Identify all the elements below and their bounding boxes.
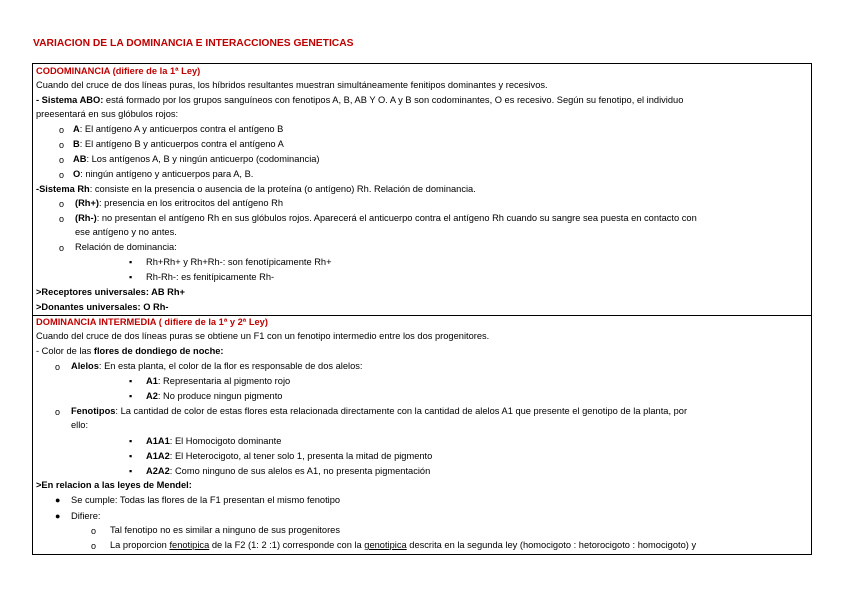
- abo-item-text: : ningún antígeno y anticuerpos para A, B.: [80, 169, 254, 179]
- circle-bullet-icon: o: [91, 541, 97, 551]
- square-bullet-icon: ▪: [129, 391, 133, 401]
- difiere-item: Difiere:: [71, 511, 101, 521]
- circle-bullet-icon: o: [59, 199, 65, 209]
- abo-item: [73, 138, 284, 151]
- difiere-sub-item: Tal fenotipo no es similar a ninguno de sus progenitores: [110, 525, 340, 535]
- square-bullet-icon: ▪: [129, 436, 133, 446]
- fenotipos-sub-text: : El Heterocigoto, al tener solo 1, presenta la mitad de pigmento: [169, 451, 433, 461]
- abo-paragraph-cont: preesentará en sus glóbulos rojos:: [36, 109, 179, 119]
- dominancia-intro: Cuando del cruce de dos líneas puras se obtiene un F1 con un fenotipo intermedio entre los dos progenitores.: [36, 331, 490, 341]
- abo-paragraph: [36, 94, 683, 107]
- rh-item-text: : presencia en los eritrocitos del antígeno Rh: [99, 198, 283, 208]
- alelos-item: [71, 360, 362, 373]
- alelos-sub-text: : No produce ningun pigmento: [157, 391, 283, 401]
- circle-bullet-icon: o: [59, 243, 65, 253]
- round-bullet-icon: ●: [55, 495, 61, 505]
- abo-item: [73, 168, 253, 181]
- abo-item: [73, 153, 320, 166]
- color-bold: flores de dondiego de noche:: [93, 346, 224, 356]
- abo-item-text: : Los antígenos A, B y ningún anticuerpo (codominancia): [86, 154, 320, 164]
- circle-bullet-icon: o: [91, 526, 97, 536]
- fenotipos-sub-item: [146, 465, 430, 478]
- alelos-label: Alelos: [71, 361, 99, 371]
- cumple-item: Se cumple: Todas las flores de la F1 presentan el mismo fenotipo: [71, 495, 341, 505]
- abo-item-text: : El antígeno B y anticuerpos contra el antígeno A: [79, 139, 284, 149]
- page-cut-line: [33, 554, 811, 555]
- rh-item: [75, 197, 283, 210]
- fenotipos-sub-label: A1A2: [146, 451, 170, 461]
- circle-bullet-icon: o: [59, 170, 65, 180]
- alelos-sub-label: A2: [146, 391, 158, 401]
- fenotipos-text: : La cantidad de color de estas flores esta relacionada directamente con la cantidad de alelos A1 que presente el genotipo de la planta, por: [115, 406, 688, 416]
- fenotipos-sub-label: A2A2: [146, 466, 170, 476]
- alelos-sub-item: [146, 375, 290, 388]
- rh-item-label: (Rh-): [75, 213, 97, 223]
- circle-bullet-icon: o: [59, 155, 65, 165]
- rh-item: Relación de dominancia:: [75, 242, 177, 252]
- fenotipos-label: Fenotipos: [71, 406, 116, 416]
- rh-item-label: (Rh+): [75, 198, 100, 208]
- fenotipos-sub-text: : El Homocigoto dominante: [169, 436, 282, 446]
- rh-sub-item: Rh-Rh-: es fenitípicamente Rh-: [146, 272, 275, 282]
- abo-item: [73, 123, 283, 136]
- mendel-heading: >En relacion a las leyes de Mendel:: [36, 480, 192, 490]
- difiere-sub-item-proporcion: [110, 539, 696, 552]
- donantes-universales: >Donantes universales: O Rh-: [36, 302, 169, 312]
- alelos-sub-text: : Representaria al pigmento rojo: [157, 376, 291, 386]
- rh-label: -Sistema Rh: [36, 184, 90, 194]
- alelos-text: : En esta planta, el color de la flor es responsable de dos alelos:: [98, 361, 363, 371]
- circle-bullet-icon: o: [55, 407, 61, 417]
- square-bullet-icon: ▪: [129, 451, 133, 461]
- square-bullet-icon: ▪: [129, 466, 133, 476]
- proporcion-text-a: La proporcion: [110, 540, 170, 550]
- rh-sub-item: Rh+Rh+ y Rh+Rh-: son fenotípicamente Rh+: [146, 257, 332, 267]
- abo-item-label: B: [73, 139, 80, 149]
- alelos-sub-label: A1: [146, 376, 158, 386]
- receptores-universales: >Receptores universales: AB Rh+: [36, 287, 185, 297]
- fenotipos-item: [71, 405, 687, 418]
- rh-item-text: : no presentan el antígeno Rh en sus glóbulos rojos. Aparecerá el anticuerpo contra el antígeno Rh cuando su sangre sea puesta en contacto con: [96, 213, 697, 223]
- rh-paragraph: [36, 183, 476, 196]
- rh-text: : consiste en la presencia o ausencia de la proteína (o antígeno) Rh. Relación de dominancia.: [89, 184, 476, 194]
- abo-item-text: : El antígeno A y anticuerpos contra el antígeno B: [79, 124, 284, 134]
- codominancia-box: [32, 63, 812, 316]
- fenotipos-sub-item: [146, 450, 432, 463]
- fenotipos-sub-label: A1A1: [146, 436, 170, 446]
- abo-item-label: A: [73, 124, 80, 134]
- fenotipica-underlined: fenotipica: [169, 540, 210, 550]
- alelos-sub-item: [146, 390, 282, 403]
- rh-item-cont: ese antígeno y no antes.: [75, 227, 177, 237]
- proporcion-text-b: de la F2 (1: 2 :1) corresponde con la: [209, 540, 365, 550]
- abo-label: - Sistema ABO:: [36, 95, 104, 105]
- circle-bullet-icon: o: [59, 140, 65, 150]
- abo-item-label: O: [73, 169, 81, 179]
- color-flores-line: [36, 345, 224, 358]
- abo-text: está formado por los grupos sanguíneos con fenotipos A, B, AB Y O. A y B son codominantes, O es recesivo. Según su fenotipo, el individuo: [103, 95, 684, 105]
- document-title: VARIACION DE LA DOMINANCIA E INTERACCIONES GENETICAS: [33, 38, 354, 49]
- section-header-dominancia-intermedia: DOMINANCIA INTERMEDIA ( difiere de la 1ª y 2ª Ley): [36, 317, 268, 327]
- dominancia-intermedia-box: [32, 315, 812, 555]
- circle-bullet-icon: o: [59, 125, 65, 135]
- circle-bullet-icon: o: [55, 362, 61, 372]
- square-bullet-icon: ▪: [129, 376, 133, 386]
- fenotipos-sub-item: [146, 435, 281, 448]
- round-bullet-icon: ●: [55, 511, 61, 521]
- square-bullet-icon: ▪: [129, 272, 133, 282]
- color-prefix: - Color de las: [36, 346, 94, 356]
- section-header-codominancia: CODOMINANCIA (difiere de la 1ª Ley): [36, 66, 201, 76]
- square-bullet-icon: ▪: [129, 257, 133, 267]
- codominancia-intro: Cuando del cruce de dos líneas puras, los híbridos resultantes muestran simultáneamente fenitipos dominantes y recesivos.: [36, 80, 548, 90]
- circle-bullet-icon: o: [59, 214, 65, 224]
- fenotipos-sub-text: : Como ninguno de sus alelos es A1, no presenta pigmentación: [169, 466, 431, 476]
- rh-item: [75, 212, 697, 225]
- abo-item-label: AB: [73, 154, 87, 164]
- fenotipos-cont: ello:: [71, 420, 89, 430]
- genotipica-underlined: genotipica: [364, 540, 407, 550]
- proporcion-text-c: descrita en la segunda ley (homocigoto : hetorocigoto : homocigoto) y: [406, 540, 697, 550]
